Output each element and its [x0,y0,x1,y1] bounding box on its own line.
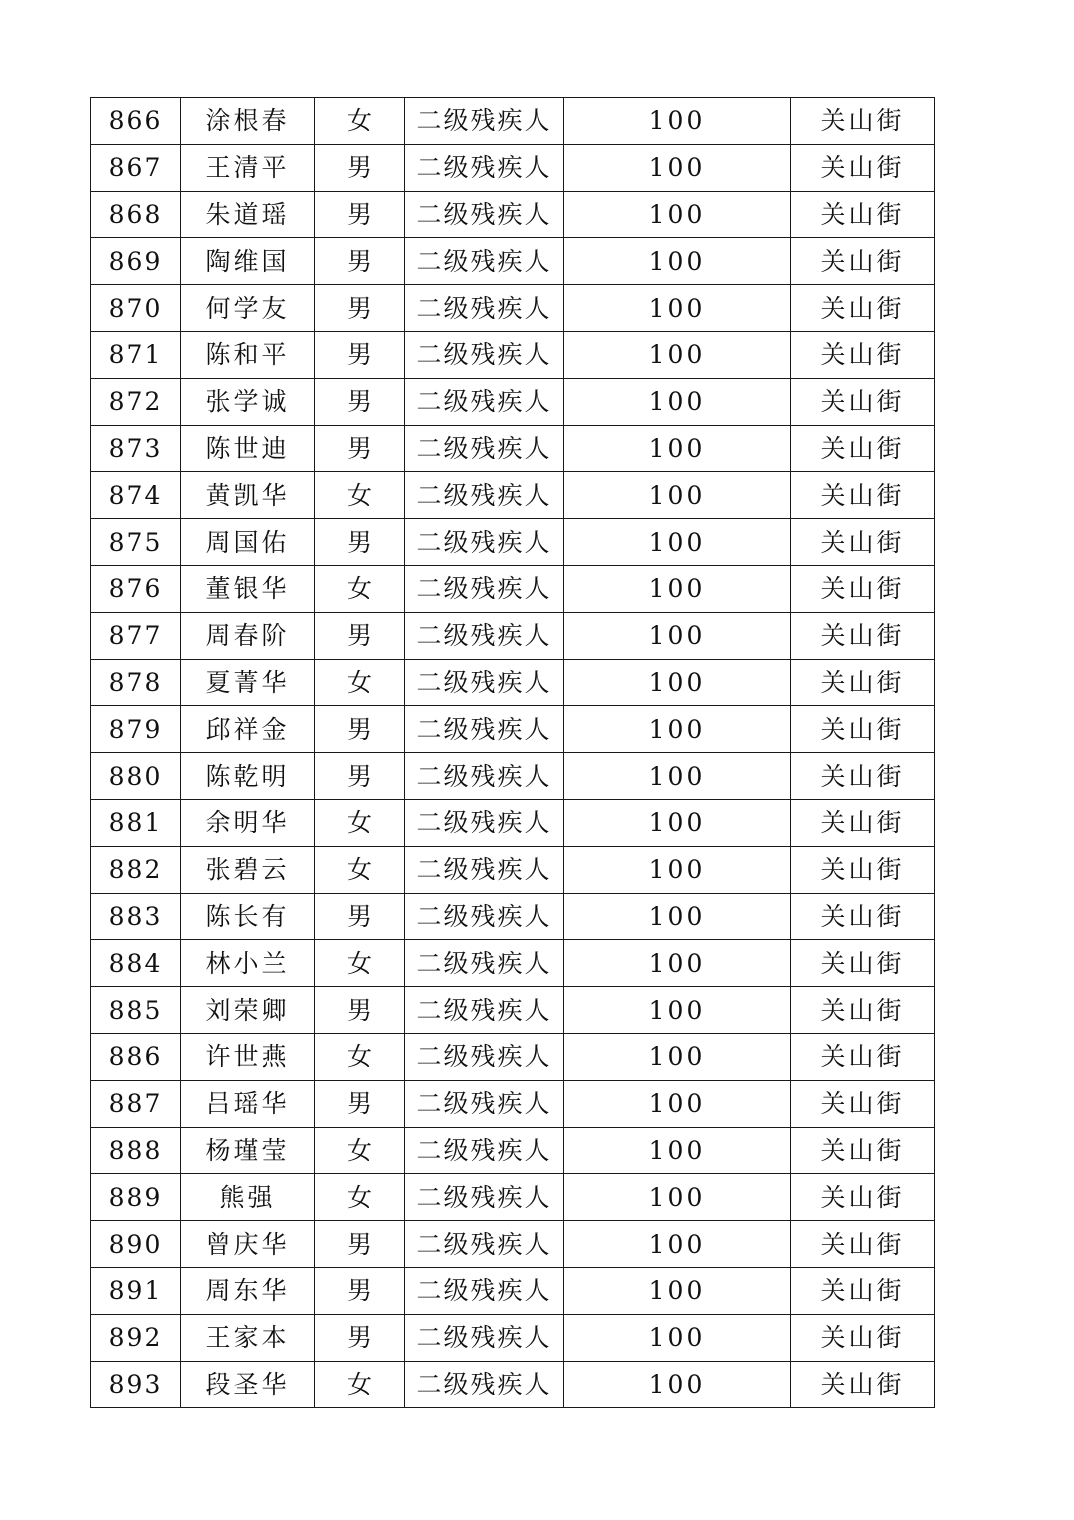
table-row [91,1361,935,1408]
disability-level: 二级残疾人 [405,846,564,893]
person-name: 夏菁华 [181,659,315,706]
person-name: 董银华 [181,565,315,612]
person-name: 陶维国 [181,238,315,285]
person-name: 张学诚 [181,378,315,425]
person-name: 余明华 [181,799,315,846]
subsidy-amount: 100 [564,893,791,940]
table-row [91,238,935,285]
subsidy-amount: 100 [564,753,791,800]
row-number: 880 [91,753,181,800]
disability-level: 二级残疾人 [405,1174,564,1221]
disability-level: 二级残疾人 [405,472,564,519]
table-row [91,519,935,566]
table-row [91,987,935,1034]
subsidy-amount: 100 [564,1033,791,1080]
gender-cell: 男 [315,191,405,238]
row-number: 889 [91,1174,181,1221]
table-row [91,659,935,706]
street-area: 关山街 [791,472,935,519]
subsidy-amount: 100 [564,425,791,472]
row-number: 869 [91,238,181,285]
table-row [91,1080,935,1127]
gender-cell: 女 [315,799,405,846]
gender-cell: 男 [315,1314,405,1361]
table-row [91,753,935,800]
disability-level: 二级残疾人 [405,612,564,659]
person-name: 陈世迪 [181,425,315,472]
table-row [91,1267,935,1314]
person-name: 邱祥金 [181,706,315,753]
row-number: 875 [91,519,181,566]
gender-cell: 女 [315,940,405,987]
gender-cell: 女 [315,659,405,706]
subsidy-amount: 100 [564,1127,791,1174]
row-number: 868 [91,191,181,238]
row-number: 888 [91,1127,181,1174]
row-number: 877 [91,612,181,659]
street-area: 关山街 [791,1267,935,1314]
table-row [91,98,935,145]
subsidy-amount: 100 [564,1267,791,1314]
street-area: 关山街 [791,565,935,612]
table-row [91,1174,935,1221]
subsidy-amount: 100 [564,191,791,238]
disability-level: 二级残疾人 [405,519,564,566]
person-name: 周春阶 [181,612,315,659]
subsidy-amount: 100 [564,238,791,285]
table-row [91,1127,935,1174]
table-row [91,378,935,425]
street-area: 关山街 [791,378,935,425]
disability-level: 二级残疾人 [405,659,564,706]
gender-cell: 男 [315,331,405,378]
disability-level: 二级残疾人 [405,98,564,145]
row-number: 887 [91,1080,181,1127]
row-number: 876 [91,565,181,612]
person-name: 周东华 [181,1267,315,1314]
street-area: 关山街 [791,706,935,753]
row-number: 884 [91,940,181,987]
table-row [91,565,935,612]
row-number: 873 [91,425,181,472]
street-area: 关山街 [791,1361,935,1408]
table-row [91,799,935,846]
gender-cell: 女 [315,1174,405,1221]
person-name: 何学友 [181,285,315,332]
gender-cell: 男 [315,144,405,191]
row-number: 878 [91,659,181,706]
gender-cell: 女 [315,1361,405,1408]
row-number: 872 [91,378,181,425]
disability-level: 二级残疾人 [405,987,564,1034]
roster-table [90,97,935,1408]
person-name: 许世燕 [181,1033,315,1080]
street-area: 关山街 [791,659,935,706]
table-row [91,893,935,940]
street-area: 关山街 [791,191,935,238]
row-number: 871 [91,331,181,378]
person-name: 刘荣卿 [181,987,315,1034]
subsidy-amount: 100 [564,1314,791,1361]
gender-cell: 男 [315,1221,405,1268]
disability-level: 二级残疾人 [405,1127,564,1174]
table-row [91,1314,935,1361]
table-row [91,331,935,378]
subsidy-amount: 100 [564,1361,791,1408]
street-area: 关山街 [791,425,935,472]
street-area: 关山街 [791,1221,935,1268]
person-name: 陈乾明 [181,753,315,800]
disability-level: 二级残疾人 [405,565,564,612]
disability-level: 二级残疾人 [405,1033,564,1080]
disability-level: 二级残疾人 [405,285,564,332]
row-number: 874 [91,472,181,519]
table-row [91,612,935,659]
person-name: 段圣华 [181,1361,315,1408]
table-row [91,706,935,753]
subsidy-amount: 100 [564,331,791,378]
row-number: 893 [91,1361,181,1408]
disability-level: 二级残疾人 [405,425,564,472]
disability-level: 二级残疾人 [405,191,564,238]
subsidy-amount: 100 [564,659,791,706]
subsidy-amount: 100 [564,987,791,1034]
table-row [91,285,935,332]
person-name: 陈和平 [181,331,315,378]
disability-level: 二级残疾人 [405,1267,564,1314]
street-area: 关山街 [791,519,935,566]
gender-cell: 男 [315,285,405,332]
row-number: 883 [91,893,181,940]
subsidy-amount: 100 [564,565,791,612]
disability-level: 二级残疾人 [405,893,564,940]
gender-cell: 男 [315,612,405,659]
gender-cell: 女 [315,1033,405,1080]
street-area: 关山街 [791,1033,935,1080]
street-area: 关山街 [791,893,935,940]
gender-cell: 女 [315,846,405,893]
subsidy-amount: 100 [564,1080,791,1127]
street-area: 关山街 [791,1080,935,1127]
street-area: 关山街 [791,1127,935,1174]
gender-cell: 男 [315,893,405,940]
row-number: 870 [91,285,181,332]
gender-cell: 男 [315,238,405,285]
gender-cell: 男 [315,987,405,1034]
table-row [91,1033,935,1080]
person-name: 王家本 [181,1314,315,1361]
subsidy-amount: 100 [564,472,791,519]
disability-level: 二级残疾人 [405,331,564,378]
person-name: 张碧云 [181,846,315,893]
table-row [91,472,935,519]
disability-level: 二级残疾人 [405,706,564,753]
gender-cell: 男 [315,378,405,425]
row-number: 885 [91,987,181,1034]
street-area: 关山街 [791,1174,935,1221]
row-number: 879 [91,706,181,753]
gender-cell: 女 [315,472,405,519]
disability-level: 二级残疾人 [405,799,564,846]
person-name: 王清平 [181,144,315,191]
street-area: 关山街 [791,846,935,893]
row-number: 867 [91,144,181,191]
street-area: 关山街 [791,98,935,145]
street-area: 关山街 [791,1314,935,1361]
street-area: 关山街 [791,987,935,1034]
gender-cell: 男 [315,753,405,800]
street-area: 关山街 [791,144,935,191]
disability-level: 二级残疾人 [405,1221,564,1268]
gender-cell: 男 [315,519,405,566]
gender-cell: 女 [315,98,405,145]
subsidy-amount: 100 [564,519,791,566]
person-name: 涂根春 [181,98,315,145]
subsidy-amount: 100 [564,846,791,893]
subsidy-amount: 100 [564,612,791,659]
row-number: 891 [91,1267,181,1314]
gender-cell: 男 [315,1080,405,1127]
person-name: 陈长有 [181,893,315,940]
subsidy-amount: 100 [564,706,791,753]
row-number: 886 [91,1033,181,1080]
disability-level: 二级残疾人 [405,753,564,800]
disability-level: 二级残疾人 [405,378,564,425]
street-area: 关山街 [791,612,935,659]
street-area: 关山街 [791,799,935,846]
disability-level: 二级残疾人 [405,940,564,987]
subsidy-amount: 100 [564,144,791,191]
gender-cell: 男 [315,1267,405,1314]
street-area: 关山街 [791,238,935,285]
disability-level: 二级残疾人 [405,238,564,285]
person-name: 吕瑶华 [181,1080,315,1127]
table-row [91,1221,935,1268]
disability-level: 二级残疾人 [405,1080,564,1127]
row-number: 892 [91,1314,181,1361]
subsidy-amount: 100 [564,98,791,145]
street-area: 关山街 [791,331,935,378]
gender-cell: 女 [315,565,405,612]
gender-cell: 男 [315,425,405,472]
person-name: 熊强 [181,1174,315,1221]
street-area: 关山街 [791,940,935,987]
row-number: 890 [91,1221,181,1268]
person-name: 朱道瑶 [181,191,315,238]
subsidy-amount: 100 [564,285,791,332]
subsidy-amount: 100 [564,1174,791,1221]
row-number: 866 [91,98,181,145]
disability-level: 二级残疾人 [405,1314,564,1361]
roster-table-body [91,98,935,1408]
table-row [91,940,935,987]
table-row [91,144,935,191]
subsidy-amount: 100 [564,799,791,846]
row-number: 881 [91,799,181,846]
table-row [91,425,935,472]
person-name: 曾庆华 [181,1221,315,1268]
subsidy-amount: 100 [564,378,791,425]
subsidy-amount: 100 [564,940,791,987]
disability-level: 二级残疾人 [405,144,564,191]
person-name: 杨瑾莹 [181,1127,315,1174]
gender-cell: 女 [315,1127,405,1174]
person-name: 林小兰 [181,940,315,987]
street-area: 关山街 [791,753,935,800]
person-name: 黄凯华 [181,472,315,519]
row-number: 882 [91,846,181,893]
disability-level: 二级残疾人 [405,1361,564,1408]
subsidy-amount: 100 [564,1221,791,1268]
street-area: 关山街 [791,285,935,332]
gender-cell: 男 [315,706,405,753]
person-name: 周国佑 [181,519,315,566]
table-row [91,846,935,893]
table-row [91,191,935,238]
